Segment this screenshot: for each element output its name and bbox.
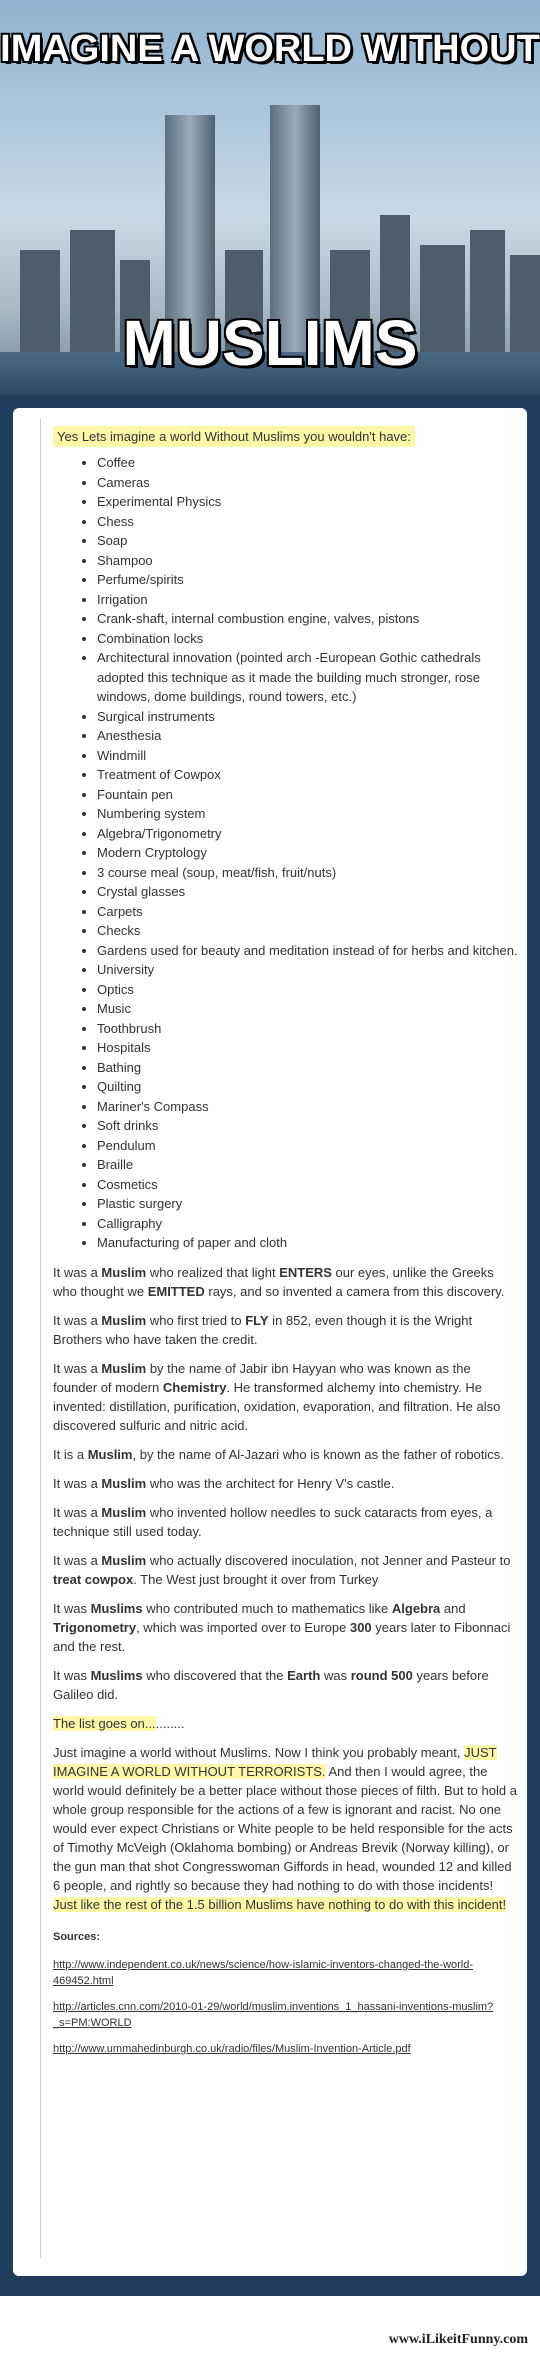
list-item: • Cosmetics — [97, 1175, 518, 1195]
source-link[interactable]: http://www.ummahedinburgh.co.uk/radio/files/Muslim-Invention-Article.pdf — [53, 2042, 411, 2055]
paragraph-inoculation: It was a Muslim who actually discovered inoculation, not Jenner and Pasteur to treat cowpox. The West just brought it over from Turkey — [53, 1552, 511, 1587]
list-item: • Braille — [97, 1155, 518, 1175]
paragraph-fly: It was a Muslim who first tried to FLY in 852, even though it is the Wright Brothers who have taken the credit. — [53, 1312, 473, 1347]
list-item: • Pendulum — [97, 1136, 518, 1156]
list-item: • Toothbrush — [97, 1019, 518, 1039]
post-content — [40, 418, 518, 2258]
paragraph-robotics: It is a Muslim, by the name of Al-Jazari who is known as the father of robotics. — [53, 1446, 504, 1462]
list-item: • Checks — [97, 921, 518, 941]
site-watermark: www.iLikeitFunny.com — [388, 2332, 528, 2347]
list-item: • Carpets — [97, 902, 518, 922]
list-item: • Combination locks — [97, 629, 518, 649]
intro-text: Yes Lets imagine a world Without Muslims you wouldn't have: — [53, 426, 415, 447]
footer — [0, 2296, 540, 2354]
source-link[interactable]: http://articles.cnn.com/2010-01-29/world/muslim.inventions_1_hassani-inventions-muslim?_s=PM:WORLD — [53, 2000, 494, 2029]
list-item: • Music — [97, 999, 518, 1019]
paragraph-chemistry: It was a Muslim by the name of Jabir ibn Hayyan who was known as the founder of modern Chemistry. He transformed alchemy into chemistry. He invented: distillation, purification, oxidation, evaporation, and filtration. He also discovered sulfuric and nitric acid. — [53, 1360, 501, 1433]
list-item: • Algebra/Trigonometry — [97, 824, 518, 844]
list-item: • Quilting — [97, 1077, 518, 1097]
paragraph-light: It was a Muslim who realized that light ENTERS our eyes, unlike the Greeks who thought we EMITTED rays, and so invented a camera from this discovery. — [53, 1264, 505, 1299]
list-item: • Numbering system — [97, 804, 518, 824]
list-item: • Crystal glasses — [97, 882, 518, 902]
list-item: • Mariner's Compass — [97, 1097, 518, 1117]
list-item: • Gardens used for beauty and meditation instead of for herbs and kitchen. — [97, 941, 518, 961]
closing-paragraph: Just imagine a world without Muslims. Now I think you probably meant, JUST IMAGINE A WORLD WITHOUT TERRORISTS. And then I would agree, the world would definitely be a better place without those pieces of filth. But to hold a whole group responsible for the actions of a few is ignorant and racist. No one would ever expect Christians or White people to be held responsible for the acts of Timothy McVeigh (Oklahoma bombing) or Andreas Brevik (Norway killing), or the gun man that shot Congresswoman Giffords in head, wounded 12 and killed 6 people, and rightly so because they had nothing to do with those incidents! Just like the rest of the 1.5 billion Muslims have nothing to do with this incident! — [53, 1744, 517, 1912]
list-item: • Coffee — [97, 453, 518, 473]
list-item: • Anesthesia — [97, 726, 518, 746]
list-item: • Windmill — [97, 746, 518, 766]
list-item: • Soft drinks — [97, 1116, 518, 1136]
list-item: • Optics — [97, 980, 518, 1000]
list-item: • Irrigation — [97, 590, 518, 610]
banner-title-top: IMAGINE A WORLD WITHOUT — [0, 28, 540, 70]
list-item: • Crank-shaft, internal combustion engine, valves, pistons — [97, 609, 518, 629]
list-item: • Shampoo — [97, 551, 518, 571]
list-item: • Architectural innovation (pointed arch -European Gothic cathedrals adopted this technique as it made the building much stronger, rose windows, dome buildings, round towers, etc.) — [97, 648, 518, 707]
list-item: • Perfume/spirits — [97, 570, 518, 590]
sources-title: Sources: — [53, 1930, 101, 1943]
list-item: • Fountain pen — [97, 785, 518, 805]
paragraph-mathematics: It was Muslims who contributed much to mathematics like Algebra and Trigonometry, which was imported over to Europe 300 years later to Fibonnaci and the rest. — [53, 1600, 511, 1654]
list-item: • Hospitals — [97, 1038, 518, 1058]
list-item: • 3 course meal (soup, meat/fish, fruit/nuts) — [97, 863, 518, 883]
list-item: • Bathing — [97, 1058, 518, 1078]
list-item: • Surgical instruments — [97, 707, 518, 727]
inventions-list — [53, 453, 518, 1253]
list-item: • Plastic surgery — [97, 1194, 518, 1214]
source-link[interactable]: http://www.independent.co.uk/news/science/how-islamic-inventors-changed-the-world-469452.html — [53, 1958, 474, 1987]
paragraph-needles: It was a Muslim who invented hollow needles to suck cataracts from eyes, a technique still used today. — [53, 1504, 493, 1539]
list-item: • Manufacturing of paper and cloth — [97, 1233, 518, 1253]
list-item: • Calligraphy — [97, 1214, 518, 1234]
list-item: • Soap — [97, 531, 518, 551]
list-item: • Cameras — [97, 473, 518, 493]
list-item: • Chess — [97, 512, 518, 532]
banner-title-bottom: MUSLIMS — [122, 307, 418, 379]
list-item: • Experimental Physics — [97, 492, 518, 512]
list-item: • Modern Cryptology — [97, 843, 518, 863]
list-goes-on: The list goes on........... — [53, 1715, 185, 1731]
paragraph-earth: It was Muslims who discovered that the Earth was round 500 years before Galileo did. — [53, 1667, 489, 1702]
header-image — [0, 0, 540, 395]
list-item: • Treatment of Cowpox — [97, 765, 518, 785]
paragraph-castle: It was a Muslim who was the architect for Henry V's castle. — [53, 1475, 395, 1491]
list-item: • University — [97, 960, 518, 980]
